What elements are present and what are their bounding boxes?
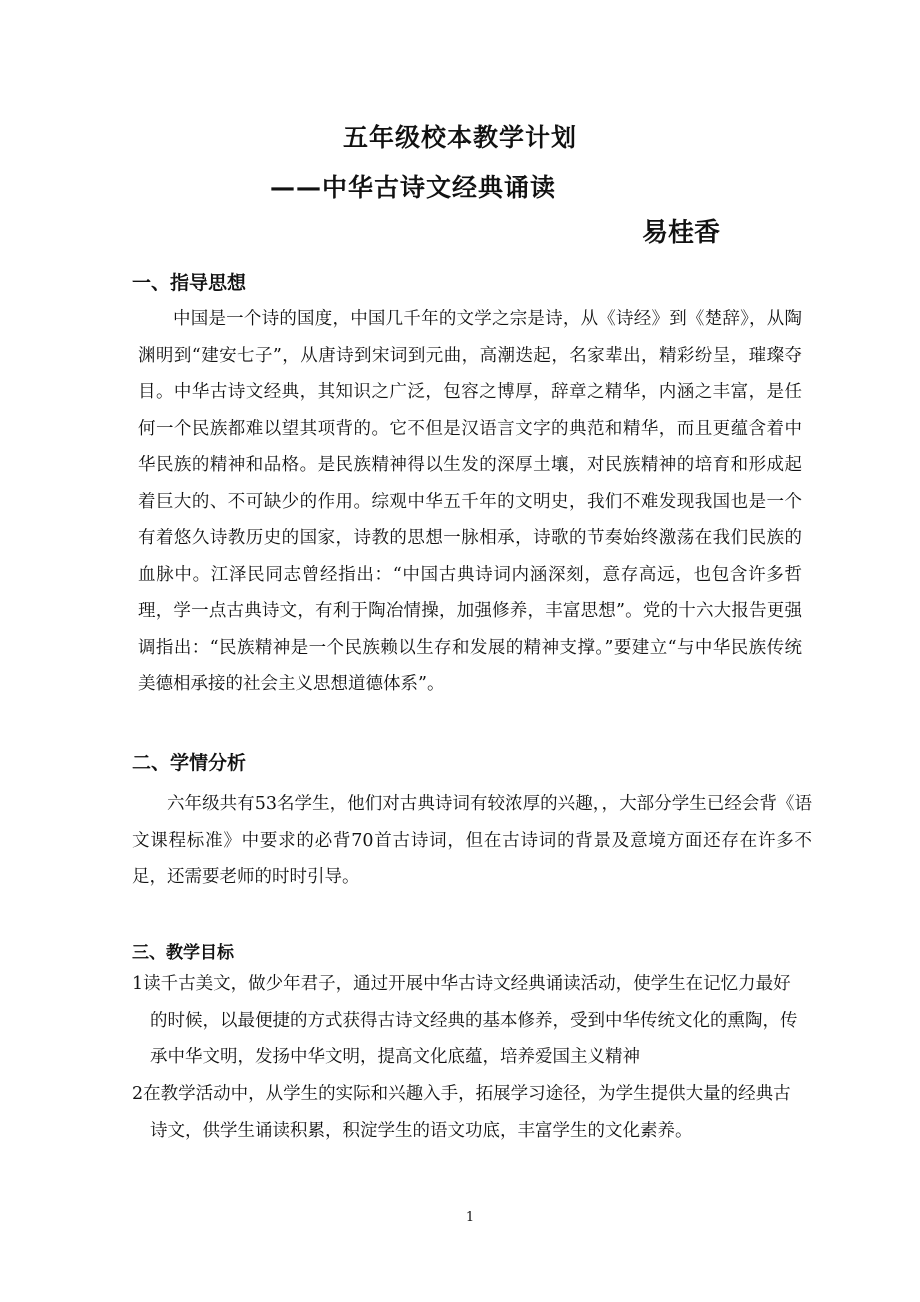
document-title: 五年级校本教学计划 xyxy=(342,123,577,152)
author-name: 易桂香 xyxy=(642,218,721,248)
page-number: 1 xyxy=(465,1210,475,1225)
section-heading-teaching-goals: 三、教学目标 xyxy=(132,943,234,963)
section-heading-guiding-ideology: 一、指导思想 xyxy=(132,272,247,294)
section-paragraph-guiding-ideology: 中国是一个诗的国度，中国几千年的文学之宗是诗，从《诗经》到《楚辞》，从陶渊明到“建安七子”，从唐诗到宋词到元曲，高潮迭起，名家辈出，精彩纷呈，璀璨夺目。中华古诗文经典，其知识之广泛，包容之博厚，辞章之精华，内涵之丰富，是任何一个民族都难以望其项背的。它不但是汉语言文字的典范和精华，而且更蕴含着中华民族的精神和品格。是民族精神得以生发的深厚土壤，对民族精神的培育和形成起着巨大的、不可缺少的作用。综观中华五千年的文明史，我们不难发现我国也是一个有着悠久诗教历史的国家，诗教的思想一脉相承，诗歌的节奏始终激荡在我们民族的血脉中。江泽民同志曾经指出：“中国古典诗词内涵深刻，意存高远，也包含许多哲理，学一点古典诗文，有利于陶冶情操，加强修养，丰富思想”。党的十六大报告更强调指出：“民族精神是一个民族赖以生存和发展的精神支撑。”要建立“与中华民族传统美德相承接的社会主义思想道德体系”。 xyxy=(138,309,802,694)
section-paragraph-student-analysis: 六年级共有53名学生，他们对古典诗词有较浓厚的兴趣，，大部分学生已经会背《语文课程标准》中要求的必背70首古诗词，但在古诗词的背景及意境方面还存在许多不足，还需要老师的时时引导。 xyxy=(132,794,812,887)
teaching-goal-item: 2在教学活动中，从学生的实际和兴趣入手，拓展学习途径，为学生提供大量的经典古诗文，供学生诵读积累，积淀学生的语文功底，丰富学生的文化素养。 xyxy=(132,1084,791,1141)
teaching-goal-item: 1读千古美文，做少年君子，通过开展中华古诗文经典诵读活动，使学生在记忆力最好的时候，以最便捷的方式获得古诗文经典的基本修养，受到中华传统文化的熏陶，传承中华文明，发扬中华文明，提高文化底蕴，培养爱国主义精神 xyxy=(132,974,798,1067)
document-subtitle: ——中华古诗文经典诵读 xyxy=(270,173,557,202)
section-heading-student-analysis: 二、学情分析 xyxy=(132,752,247,774)
